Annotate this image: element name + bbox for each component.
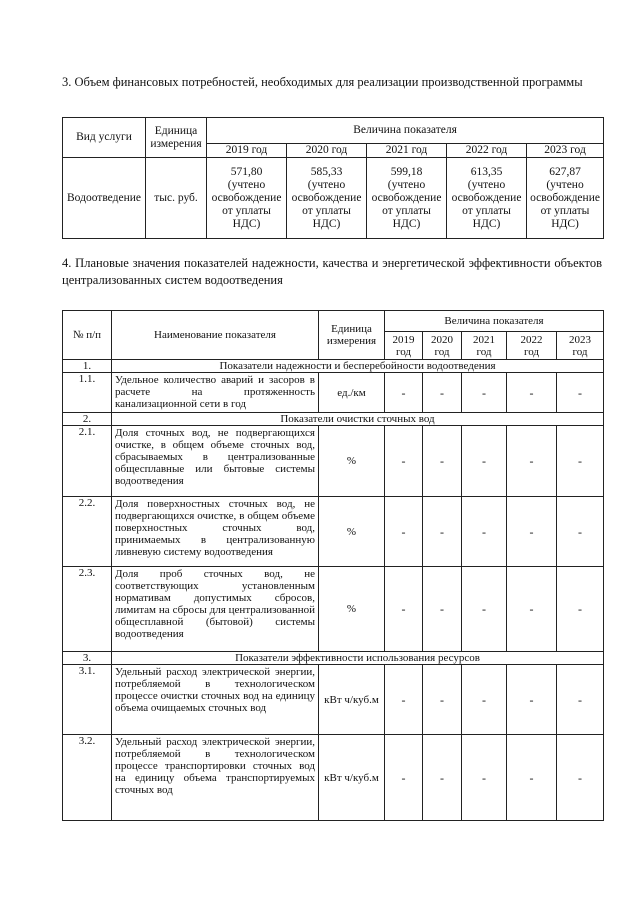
value-note-line: освобождение	[371, 191, 442, 204]
value-amount: 613,35	[470, 165, 503, 178]
value-note-line: освобождение	[291, 191, 362, 204]
table-row	[63, 158, 604, 239]
value-cell: -	[557, 426, 604, 497]
column-header-unit: Единица измерения	[146, 118, 207, 158]
indicator-unit: %	[319, 567, 385, 652]
indicator-unit: кВт ч/куб.м	[319, 735, 385, 821]
value-note-line: от уплаты	[382, 204, 431, 217]
value-cell	[207, 158, 287, 239]
table-header-row	[63, 118, 604, 144]
value-note-line: НДС)	[472, 217, 501, 230]
value-cell: -	[462, 373, 507, 413]
value-note-line: от уплаты	[540, 204, 590, 217]
indicator-unit: кВт ч/куб.м	[319, 665, 385, 735]
year-number: 2023	[569, 333, 591, 346]
indicator-name: Доля поверхностных сточных вод, не подвергающихся очистке, в общем объеме поверхностных сточных вод, принимаемых в централизованную ливневую систему водоотведения	[112, 497, 319, 567]
year-suffix: год	[572, 345, 588, 358]
section-3-heading: 3. Объем финансовых потребностей, необходимых для реализации производственной программы	[62, 75, 583, 89]
value-cell: -	[462, 735, 507, 821]
row-number: 1.1.	[63, 373, 112, 413]
year-suffix: год	[523, 345, 540, 358]
group-title: Показатели эффективности использования ресурсов	[112, 652, 604, 665]
value-note-line: (учтено	[307, 178, 346, 191]
value-cell: -	[385, 567, 423, 652]
row-number: 2.1.	[63, 426, 112, 497]
unit-cell: тыс. руб.	[146, 158, 207, 239]
year-suffix: год	[476, 345, 492, 358]
year-number: 2020	[431, 333, 453, 346]
indicator-unit: %	[319, 497, 385, 567]
value-cell: -	[507, 373, 557, 413]
year-suffix: год	[434, 345, 450, 358]
column-header-service: Вид услуги	[63, 118, 146, 158]
value-cell	[447, 158, 527, 239]
group-number: 1.	[63, 360, 112, 373]
year-suffix: год	[395, 345, 412, 358]
value-note-line: (учтено	[546, 178, 584, 191]
value-note-line: НДС)	[392, 217, 421, 230]
value-amount: 571,80	[230, 165, 263, 178]
value-amount: 627,87	[549, 165, 581, 178]
group-number: 3.	[63, 652, 112, 665]
indicators-table	[62, 310, 604, 821]
group-title: Показатели надежности и бесперебойности водоотведения	[112, 360, 604, 373]
value-note-line: освобождение	[451, 191, 522, 204]
value-note-line: НДС)	[551, 217, 579, 230]
group-title: Показатели очистки сточных вод	[112, 413, 604, 426]
row-number: 3.2.	[63, 735, 112, 821]
value-cell: -	[507, 426, 557, 497]
column-header-unit: Единица измерения	[319, 311, 385, 360]
year-header: 2022 год	[447, 144, 527, 158]
value-cell: -	[385, 735, 423, 821]
row-number: 3.1.	[63, 665, 112, 735]
value-cell	[527, 158, 604, 239]
group-row	[63, 413, 604, 426]
column-header-value: Величина показателя	[385, 311, 604, 332]
year-header: 2019 год	[207, 144, 287, 158]
year-header	[385, 332, 423, 360]
section-4-heading: 4. Плановые значения показателей надежности, качества и энергетической эффективности объектов централизованных систем водоотведения	[62, 256, 602, 287]
group-row	[63, 652, 604, 665]
column-header-name: Наименование показателя	[112, 311, 319, 360]
value-note-line: (учтено	[467, 178, 506, 191]
indicator-name: Удельный расход электрической энергии, потребляемой в технологическом процессе транспортировки сточных вод на единицу объема транспортируемых сточных вод	[112, 735, 319, 821]
indicator-name: Доля проб сточных вод, не соответствующих установленным нормативам допустимых сбросов, лимитам на сбросы для централизованной общесплавной (бытовой) системы водоотведения	[112, 567, 319, 652]
value-amount: 599,18	[390, 165, 423, 178]
group-row	[63, 360, 604, 373]
value-cell: -	[507, 735, 557, 821]
value-note-line: освобождение	[211, 191, 282, 204]
value-cell: -	[462, 567, 507, 652]
value-cell: -	[557, 665, 604, 735]
table-row	[63, 426, 604, 497]
value-note-line: от уплаты	[222, 204, 271, 217]
value-cell: -	[557, 373, 604, 413]
year-number: 2021	[473, 333, 495, 346]
value-note-line: от уплаты	[462, 204, 511, 217]
value-cell: -	[557, 497, 604, 567]
indicator-name: Удельный расход электрической энергии, потребляемой в технологическом процессе очистки сточных вод на единицу объема очищаемых сточных вод	[112, 665, 319, 735]
value-cell: -	[385, 497, 423, 567]
year-header	[462, 332, 507, 360]
table-header-row	[63, 311, 604, 332]
value-cell: -	[423, 665, 462, 735]
value-cell: -	[423, 735, 462, 821]
year-header: 2023 год	[527, 144, 604, 158]
value-cell: -	[385, 426, 423, 497]
indicator-name: Удельное количество аварий и засоров в расчете на протяженность канализационной сети в год	[112, 373, 319, 413]
value-note-line: НДС)	[312, 217, 341, 230]
value-cell: -	[385, 665, 423, 735]
value-note-line: (учтено	[387, 178, 426, 191]
table-row	[63, 665, 604, 735]
year-number: 2022	[520, 333, 543, 346]
value-cell: -	[385, 373, 423, 413]
value-cell: -	[462, 497, 507, 567]
year-header: 2020 год	[287, 144, 367, 158]
value-cell: -	[462, 426, 507, 497]
column-header-num: № п/п	[63, 311, 112, 360]
value-cell: -	[423, 497, 462, 567]
value-cell: -	[557, 735, 604, 821]
value-cell: -	[507, 665, 557, 735]
table-row	[63, 497, 604, 567]
value-cell: -	[423, 426, 462, 497]
year-header	[423, 332, 462, 360]
indicator-unit: %	[319, 426, 385, 497]
financial-needs-table	[62, 117, 604, 239]
year-header	[507, 332, 557, 360]
group-number: 2.	[63, 413, 112, 426]
value-cell: -	[423, 373, 462, 413]
table-row	[63, 567, 604, 652]
value-amount: 585,33	[310, 165, 343, 178]
value-cell: -	[557, 567, 604, 652]
value-cell	[287, 158, 367, 239]
value-cell: -	[507, 567, 557, 652]
column-header-value: Величина показателя	[207, 118, 604, 144]
value-note-line: (учтено	[227, 178, 266, 191]
year-number: 2019	[392, 333, 415, 346]
indicator-name: Доля сточных вод, не подвергающихся очистке, в общем объеме сточных вод, сбрасываемых в централизованные общесплавные или бытовые системы водоотведения	[112, 426, 319, 497]
value-note-line: НДС)	[232, 217, 261, 230]
service-cell: Водоотведение	[63, 158, 146, 239]
table-row	[63, 373, 604, 413]
value-note-line: от уплаты	[302, 204, 351, 217]
value-note-line: освобождение	[530, 191, 600, 204]
value-cell	[367, 158, 447, 239]
row-number: 2.2.	[63, 497, 112, 567]
table-row	[63, 735, 604, 821]
row-number: 2.3.	[63, 567, 112, 652]
value-cell: -	[423, 567, 462, 652]
value-cell: -	[462, 665, 507, 735]
year-header	[557, 332, 604, 360]
year-header: 2021 год	[367, 144, 447, 158]
indicator-unit: ед./км	[319, 373, 385, 413]
value-cell: -	[507, 497, 557, 567]
